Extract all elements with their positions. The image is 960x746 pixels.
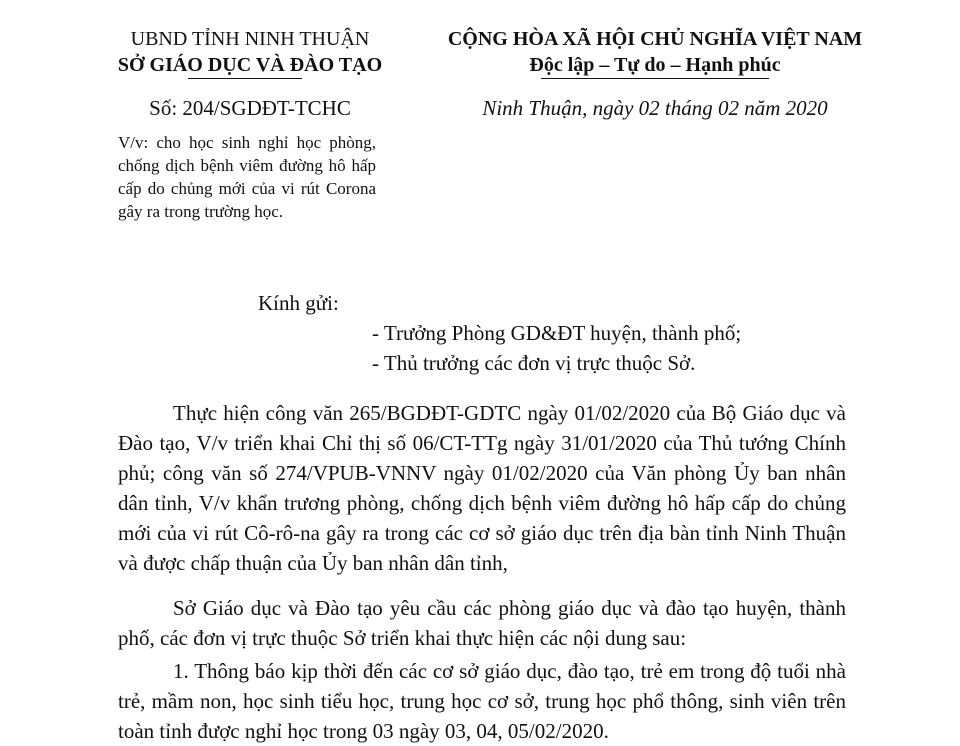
country-name: CỘNG HÒA XÃ HỘI CHỦ NGHĨA VIỆT NAM [447,28,863,50]
body-paragraph-2 [118,593,846,653]
paragraph-text: 1. Thông báo kịp thời đến các cơ sở giáo dục, đào tạo, trẻ em trong độ tuổi nhà trẻ, mầm non, học sinh tiểu học, trung học cơ sở, trung học phổ thông, sinh viên trên toàn tỉnh được nghỉ học trong 03 ngày 03, 04, 05/02/2020. [118,659,846,743]
place-date: Ninh Thuận, ngày 02 tháng 02 năm 2020 [482,96,828,120]
agency-underline [188,78,302,79]
body-paragraph-1 [118,398,846,578]
document-number: Số: 204/SGDĐT-TCHC [149,96,351,120]
national-motto: Độc lập – Tự do – Hạnh phúc [529,54,781,76]
greeting: Kính gửi: [258,291,339,315]
body-paragraph-3 [118,656,846,746]
paragraph-text: Thực hiện công văn 265/BGDĐT-GDTC ngày 01/02/2020 của Bộ Giáo dục và Đào tạo, V/v triển khai Chỉ thị số 06/CT-TTg ngày 31/01/2020 của Thủ tướng Chính phủ; công văn số 274/VPUB-VNNV ngày 01/02/2020 của Văn phòng Ủy ban nhân dân tỉnh, V/v khẩn trương phòng, chống dịch bệnh viêm đường hô hấp cấp do chủng mới của vi rút Cô-rô-na gây ra trong các cơ sở giáo dục trên địa bàn tỉnh Ninh Thuận và được chấp thuận của Ủy ban nhân dân tỉnh, [118,401,846,575]
recipient-2: - Thủ trưởng các đơn vị trực thuộc Sở. [372,351,696,375]
motto-underline [541,78,769,79]
document-subject: V/v: cho học sinh nghỉ học phòng, chống dịch bệnh viêm đường hô hấp cấp do chủng mới của vi rút Corona gây ra trong trường học. [118,133,376,221]
agency-parent: UBND TỈNH NINH THUẬN [130,28,370,50]
recipient-1: - Trưởng Phòng GD&ĐT huyện, thành phố; [372,321,742,345]
paragraph-text: Sở Giáo dục và Đào tạo yêu cầu các phòng giáo dục và đào tạo huyện, thành phố, các đơn vị trực thuộc Sở triển khai thực hiện các nội dung sau: [118,596,846,650]
agency-name: SỞ GIÁO DỤC VÀ ĐÀO TẠO [117,54,383,76]
